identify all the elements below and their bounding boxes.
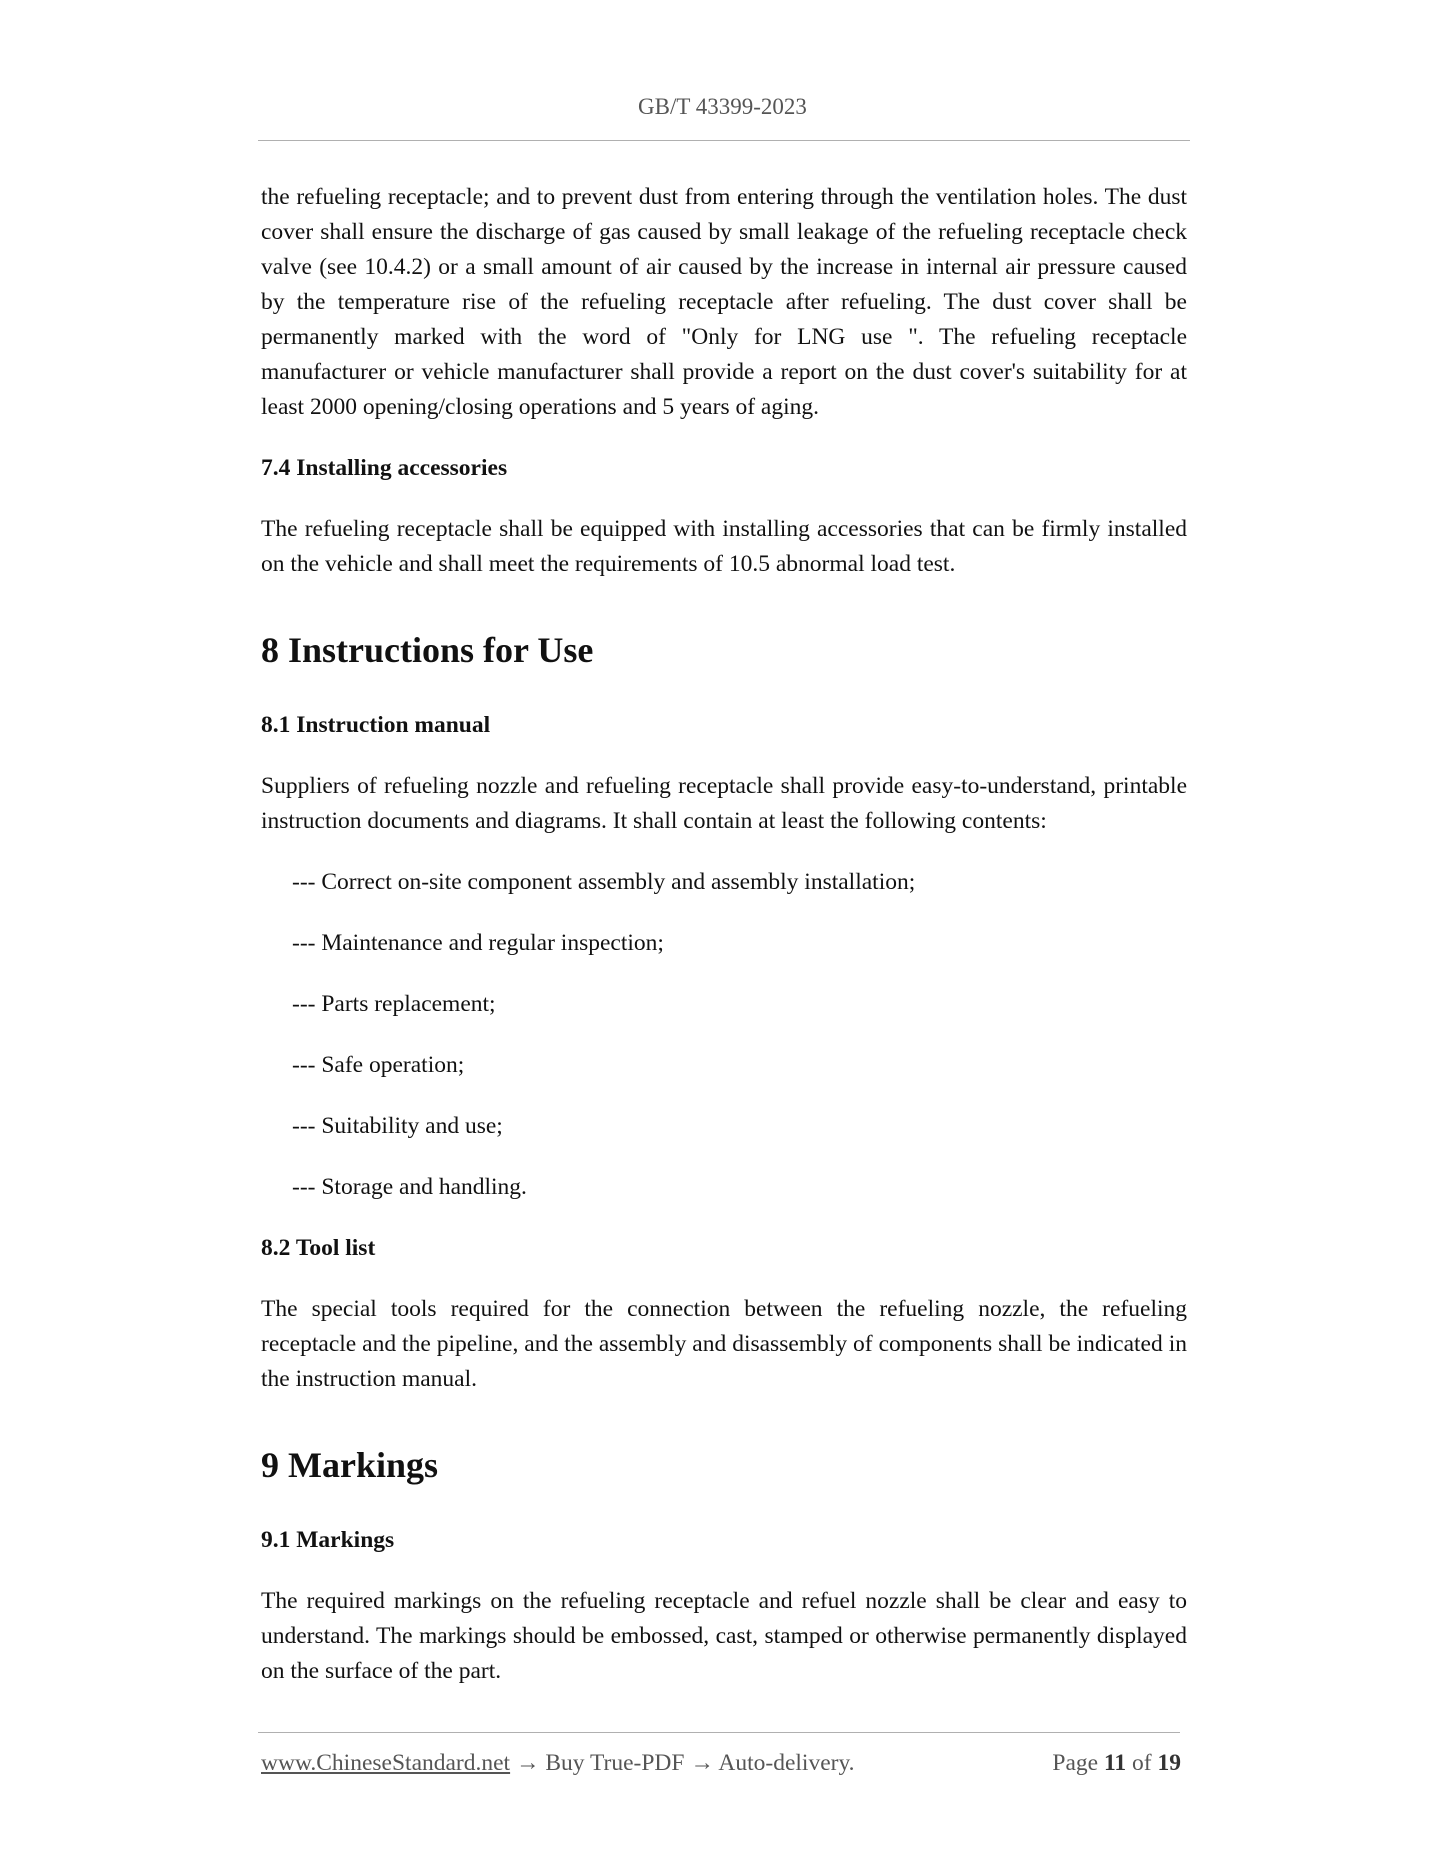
- page-total: 19: [1157, 1750, 1181, 1776]
- page-label: Page: [1052, 1750, 1104, 1776]
- section-8-2-heading: 8.2 Tool list: [261, 1235, 376, 1261]
- footer-promo: [261, 1750, 855, 1777]
- section-8-1-heading: 8.1 Instruction manual: [261, 712, 491, 738]
- section-8-1-paragraph: Suppliers of refueling nozzle and refueling receptacle shall provide easy-to-understand, printable instruction documents and diagrams. It shall contain at least the following contents:: [261, 773, 1187, 834]
- page-number: [1052, 1750, 1181, 1777]
- page-of-label: of: [1126, 1750, 1158, 1776]
- list-item: --- Safe operation;: [292, 1052, 465, 1078]
- section-7-4-heading: 7.4 Installing accessories: [261, 455, 508, 481]
- footer-promo-text: → Buy True-PDF → Auto-delivery.: [510, 1750, 855, 1776]
- header-divider: [258, 140, 1190, 141]
- list-item: --- Parts replacement;: [292, 991, 496, 1017]
- list-item: --- Correct on-site component assembly and assembly installation;: [292, 869, 916, 895]
- page-current: 11: [1103, 1750, 1127, 1776]
- intro-paragraph: the refueling receptacle; and to prevent dust from entering through the ventilation holes. The dust cover shall ensure the discharge of gas caused by small leakage of the refueling receptacle check valve (see 10.4.2) or a small amount of air caused by the increase in internal air pressure caused by the temperature rise of the refueling receptacle after refueling. The dust cover shall be permanently marked with the word of "Only for LNG use ". The refueling receptacle manufacturer or vehicle manufacturer shall provide a report on the dust cover's suitability for at least 2000 opening/closing operations and 5 years of aging.: [261, 184, 1187, 420]
- section-9-1-heading: 9.1 Markings: [261, 1527, 395, 1553]
- page-content: [261, 180, 1187, 1689]
- list-item: --- Maintenance and regular inspection;: [292, 930, 664, 956]
- list-item: --- Suitability and use;: [292, 1113, 503, 1139]
- section-8-heading: 8 Instructions for Use: [261, 630, 594, 670]
- section-9-1-paragraph: The required markings on the refueling receptacle and refuel nozzle shall be clear and easy to understand. The markings should be embossed, cast, stamped or otherwise permanently displayed on the surface of the part.: [261, 1588, 1187, 1684]
- website-link[interactable]: www.ChineseStandard.net: [261, 1750, 511, 1776]
- list-item: --- Storage and handling.: [292, 1174, 527, 1200]
- section-8-2-paragraph: The special tools required for the connection between the refueling nozzle, the refueling receptacle and the pipeline, and the assembly and disassembly of components shall be indicated in the instruction manual.: [261, 1296, 1187, 1392]
- header-standard-number: GB/T 43399-2023: [638, 94, 807, 119]
- section-7-4-paragraph: The refueling receptacle shall be equipped with installing accessories that can be firmly installed on the vehicle and shall meet the requirements of 10.5 abnormal load test.: [261, 516, 1187, 577]
- section-9-heading: 9 Markings: [261, 1445, 439, 1485]
- footer-divider: [258, 1732, 1180, 1733]
